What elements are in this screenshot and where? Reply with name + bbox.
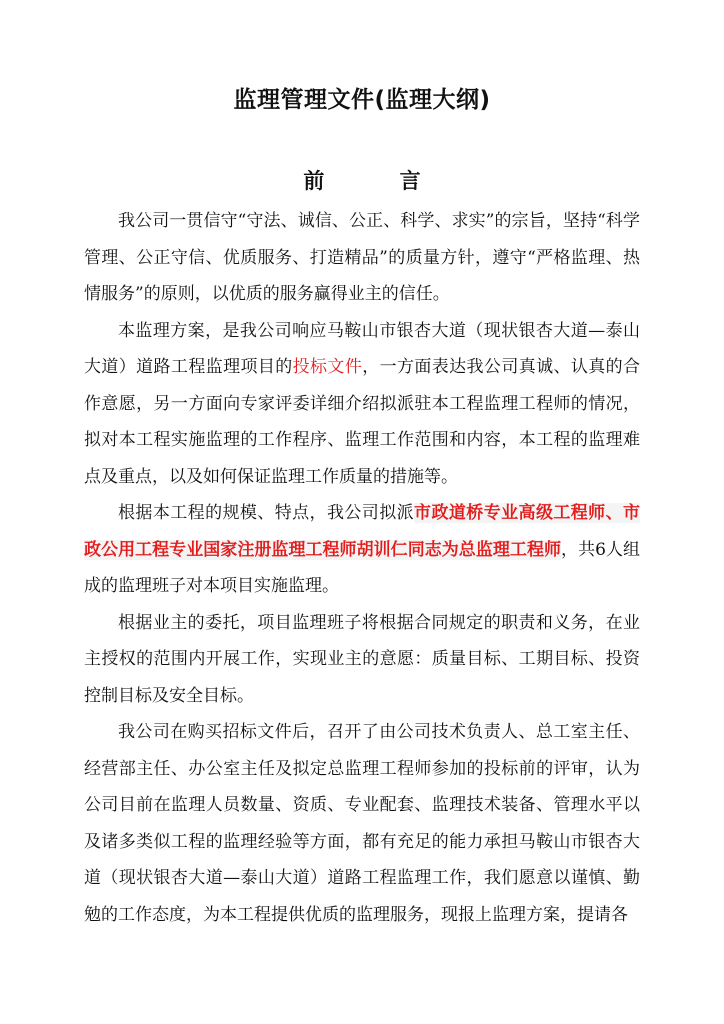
paragraph-1: 我公司一贯信守“守法、诚信、公正、科学、求实”的宗旨，坚持“科学管理、公正守信、优质服务、打造精品”的质量方针，遵守“严格监理、热情服务”的原则，以优质的服务赢得业主的信任。: [84, 211, 640, 304]
paragraph-2-start: 本监理方案，是我公司响应马鞍山市银杏大道（现状银杏大道—泰山大道）道路工程监理项目的: [84, 320, 640, 377]
paragraph-5: 我公司在购买招标文件后，召开了由公司技术负责人、总工室主任、经营部主任、办公室主任及拟定总监理工程师参加的投标前的评审，认为公司目前在监理人员数量、资质、专业配套、监理技术装备、管理水平以及诸多类似工程的监理经验等方面，都有充足的能力承担马鞍山市银杏大道（现状银杏大道—泰山大道）道路工程监理工作，我们愿意以谨慎、勤勉的工作态度，为本工程提供优质的监理服务，现报上监理方案，提请各: [84, 722, 640, 925]
section-heading: 前 言: [303, 169, 455, 193]
paragraph-3-end: ，共6人组成的监理班子对本项目实施监理。: [84, 539, 640, 596]
paragraph-3: [84, 495, 640, 605]
red-emphasis-text: 投标文件: [292, 357, 363, 377]
paragraph-2: [84, 313, 640, 496]
paragraph-3-start: 根据本工程的规模、特点，我公司拟派: [118, 503, 415, 523]
highlighted-chief-engineer-text: 市政道桥专业高级工程师、市政公用工程专业国家注册监理工程师胡训仁同志为总监理工程师: [84, 503, 641, 560]
document-title: 监理管理文件(监理大纲): [233, 87, 491, 113]
body-text: [84, 203, 640, 933]
paragraph-2-end: ，一方面表达我公司真诚、认真的合作意愿，另一方面向专家评委详细介绍拟派驻本工程监理工程师的情况，拟对本工程实施监理的工作程序、监理工作范围和内容，本工程的监理难点及重点，以及如何保证监理工作质量的措施等。: [84, 357, 641, 487]
paragraph-4: 根据业主的委托，项目监理班子将根据合同规定的职责和义务，在业主授权的范围内开展工作，实现业主的意愿：质量目标、工期目标、投资控制目标及安全目标。: [84, 612, 640, 706]
